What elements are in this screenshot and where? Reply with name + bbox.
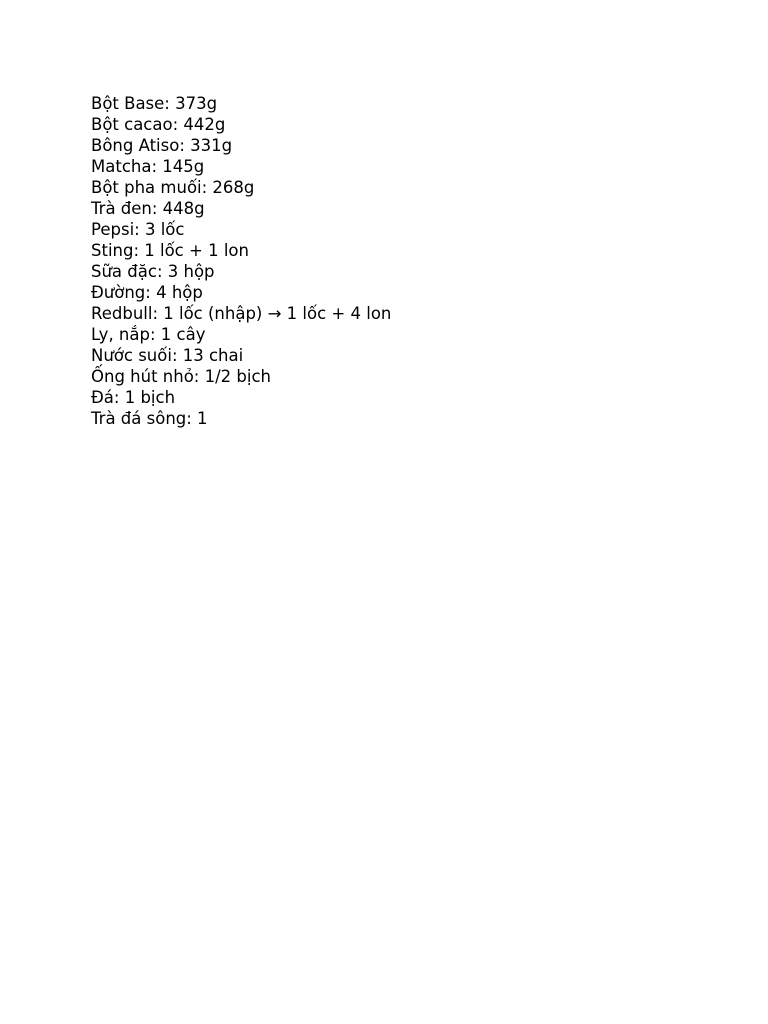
inventory-line-ly-nap: Ly, nắp: 1 cây — [91, 325, 206, 344]
inventory-line-bong-atiso: Bông Atiso: 331g — [91, 136, 233, 155]
inventory-line-da: Đá: 1 bịch — [91, 388, 176, 407]
inventory-line-sua-dac: Sữa đặc: 3 hộp — [91, 262, 215, 281]
inventory-line-matcha: Matcha: 145g — [91, 157, 205, 176]
inventory-line-sting: Sting: 1 lốc + 1 lon — [91, 241, 249, 260]
inventory-line-bot-pha-muoi: Bột pha muối: 268g — [91, 178, 255, 197]
inventory-line-bot-cacao: Bột cacao: 442g — [91, 115, 226, 134]
inventory-line-bot-base: Bột Base: 373g — [91, 94, 218, 113]
inventory-list — [91, 93, 391, 429]
inventory-line-duong: Đường: 4 hộp — [91, 283, 203, 302]
inventory-line-tra-da-song: Trà đá sông: 1 — [91, 409, 208, 428]
inventory-line-tra-den: Trà đen: 448g — [91, 199, 205, 218]
inventory-line-nuoc-suoi: Nước suối: 13 chai — [91, 346, 244, 365]
inventory-line-ong-hut-nho: Ống hút nhỏ: 1/2 bịch — [91, 367, 271, 386]
inventory-line-pepsi: Pepsi: 3 lốc — [91, 220, 185, 239]
inventory-line-redbull: Redbull: 1 lốc (nhập) → 1 lốc + 4 lon — [91, 304, 392, 323]
